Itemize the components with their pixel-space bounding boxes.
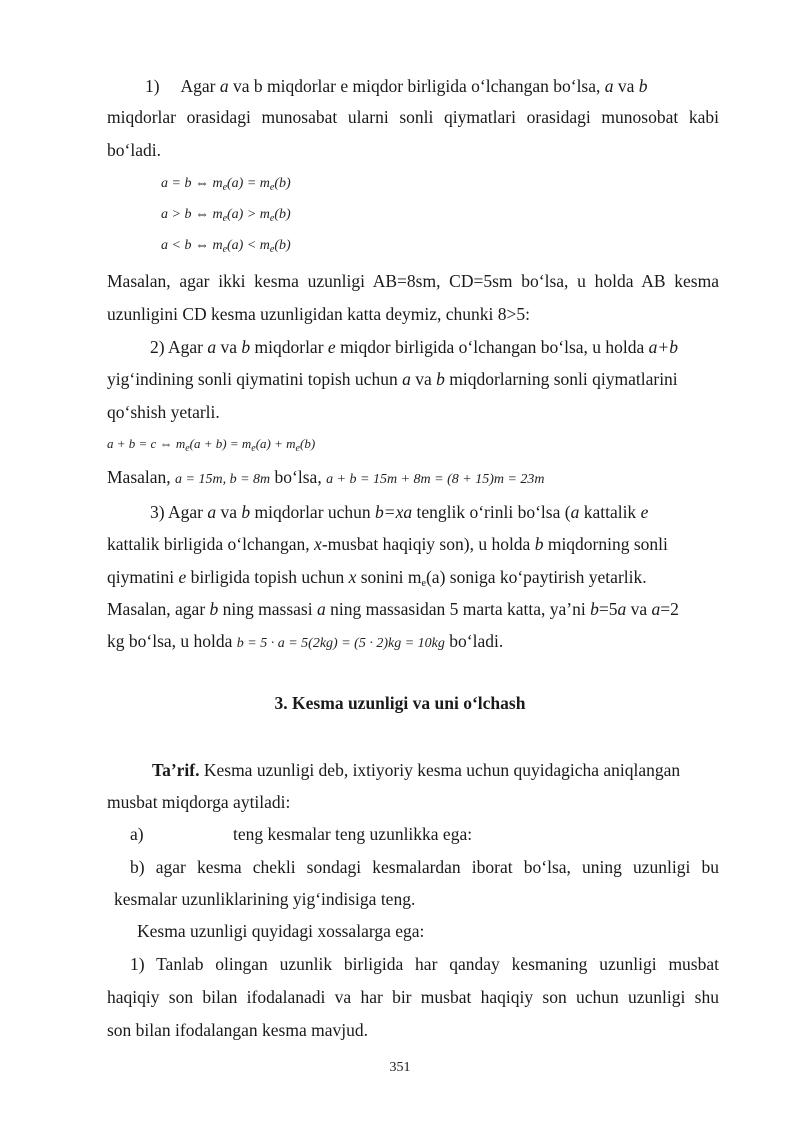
example1-line1: Masalan, agar ikki kesma uzunligi AB=8sm, CD=5sm bo‘lsa, u holda AB kesma [107,271,719,291]
text: miqdorlar [254,337,324,357]
properties-intro: Kesma uzunligi quyidagi xossalarga ega: [137,921,425,941]
var-e: e [327,337,336,357]
text: birligida topish uchun [190,567,345,587]
para1-line1 [145,74,719,98]
property1-line3: son bilan ifodalangan kesma mavjud. [107,1020,368,1040]
property1-line1: 1) Tanlab olingan uzunlik birligida har qanday kesmaning uzunligi musbat [130,954,719,974]
var-b: b [241,502,251,522]
text: Masalan, agar [107,599,206,619]
var-e: e [640,502,649,522]
definition-item-a [130,822,742,846]
item-number: 1) [145,76,160,96]
example1-line2: uzunligini CD kesma uzunligidan katta deymiz, chunki 8>5: [107,304,530,324]
var-a: a [219,76,229,96]
var-a: a [651,599,661,619]
section-heading: 3. Kesma uzunligi va uni o‘lchash [274,693,526,713]
text: ning massasi [222,599,313,619]
formula-greater: a > b ⇔ $m_e(a) > m_e(b)$ [161,207,291,224]
equation: b=xa [375,502,413,522]
definition-label: Ta’rif. [152,760,200,780]
var-x: x [314,534,322,554]
var-b: b [241,337,251,357]
var-a: a [402,369,411,389]
definition-line2: musbat miqdorga aytiladi: [107,792,291,812]
formula-sum: a + b = c ⇔ $m_e(a + b) = m_e(a) + m_e(b)$ [107,436,316,454]
var-b: b [590,599,599,619]
text: va b miqdorlar e miqdor birligida o‘lchangan bo‘lsa, [232,76,601,96]
text: tenglik o‘rinli bo‘lsa ( [416,502,571,522]
var-b: b [638,76,648,96]
text: kattalik [583,502,637,522]
property1-line2: haqiqiy son bilan ifodalanadi va har bir musbat haqiqiy son uchun uzunligi shu [107,987,719,1007]
item-label: b) [130,857,145,877]
text: sonini m [360,567,422,587]
text: -musbat haqiqiy son), u holda [321,534,531,554]
formula-inline: a = 15m, b = 8m [175,472,271,487]
text: va [415,369,432,389]
text: miqdor birligida o‘lchangan bo‘lsa, u holda [340,337,645,357]
var-a: a [207,502,217,522]
var-a: a [570,502,580,522]
formula-less: a < b ⇔ $m_e(a) < m_e(b)$ [161,238,291,255]
var-b: b [436,369,445,389]
text: (a) soniga ko‘paytirish yetarlik. [425,567,647,587]
text: bo‘lsa, [274,467,322,487]
definition-item-b [130,855,719,879]
var-x: x [348,567,357,587]
para3-line1 [150,500,719,524]
text: kattalik birligida o‘lchangan, [107,534,310,554]
text: va [220,502,238,522]
text: miqdorning sonli [547,534,668,554]
definition-line1 [152,758,719,782]
text: Agar [180,76,216,96]
definition-item-b-line2: kesmalar uzunliklarining yig‘indisiga teng. [114,889,416,909]
example2-line [107,465,719,492]
text: 3) Agar [150,502,203,522]
var-a-plus-b: a+b [648,337,678,357]
var-a: a [316,599,326,619]
text: ning massasidan 5 marta katta, ya’ni [330,599,586,619]
text: qiymatini [107,567,175,587]
para3-line2 [107,532,719,556]
var-a: a [617,599,627,619]
item-label: a) [130,824,144,844]
para3-line3 [107,565,719,596]
var-a: a [207,337,217,357]
text: va [220,337,238,357]
text: teng kesmalar teng uzunlikka ega: [233,824,473,844]
var-e: e [178,567,187,587]
para3-line5 [107,629,719,656]
subscript: e [421,578,426,589]
text: Kesma uzunligi deb, ixtiyoriy kesma uchun quyidagicha aniqlangan [203,760,681,780]
para2-line2 [107,367,719,391]
text: agar kesma chekli sondagi kesmalardan iborat bo‘lsa, uning uzunligi bu [155,857,719,877]
text: Masalan, [107,467,171,487]
text: kg bo‘lsa, u holda [107,631,233,651]
text: miqdorlar uchun [254,502,371,522]
text: miqdorlarning sonli qiymatlarini [449,369,678,389]
formula-equal: a = b ⇔ $m_e(a) = m_e(b)$ [161,176,291,193]
text: 2) Agar [150,337,203,357]
text: va [617,76,635,96]
var-a: a [604,76,614,96]
text: =2 [660,599,679,619]
para2-line1 [150,335,719,359]
para1-line2: miqdorlar orasidagi munosabat ularni sonli qiymatlari orasidagi munosobat kabi [107,107,719,127]
text: =5 [598,599,618,619]
formula-inline: a + b = 15m + 8m = (8 + 15)m = 23m [326,472,545,487]
para2-line3: qo‘shish yetarli. [107,402,220,422]
var-b: b [209,599,219,619]
var-b: b [534,534,544,554]
text: bo‘ladi. [449,631,504,651]
page-number: 351 [389,1060,411,1075]
formula-inline: b = 5 · a = 5(2kg) = (5 · 2)kg = 10kg [236,636,445,651]
para1-line3: bo‘ladi. [107,140,161,160]
text: va [630,599,648,619]
text: yig‘indining sonli qiymatini topish uchun [107,369,398,389]
para3-line4 [107,597,719,621]
